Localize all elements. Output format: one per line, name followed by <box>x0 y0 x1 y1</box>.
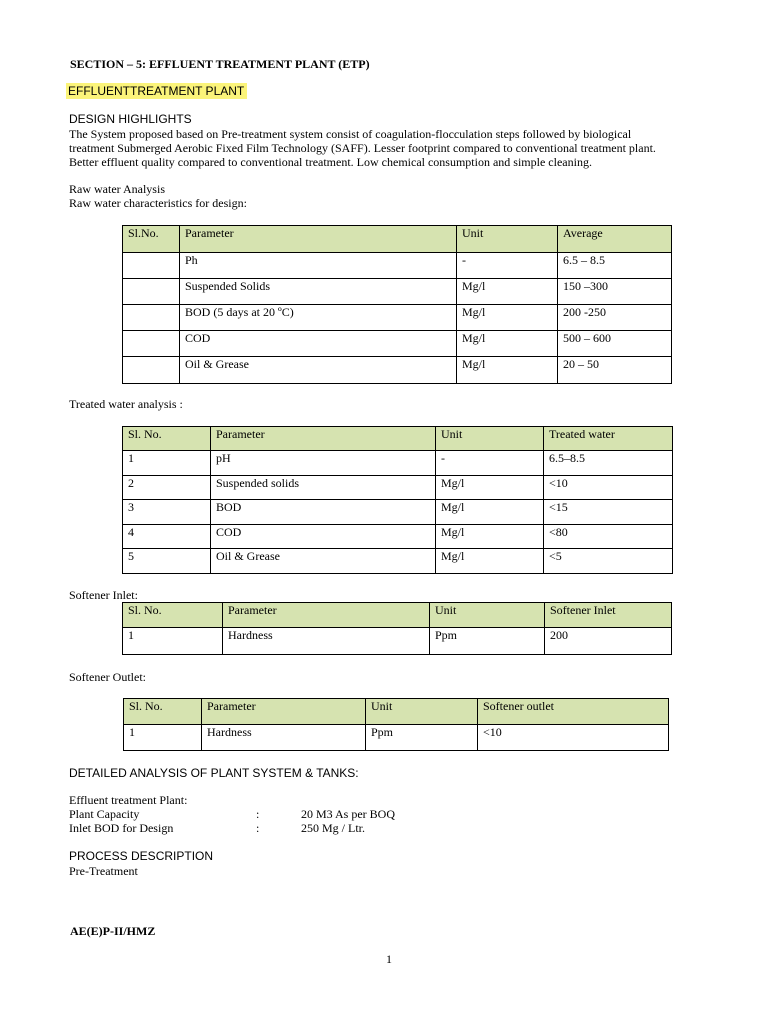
table-header-cell: Unit <box>457 226 558 253</box>
table-cell: 6.5 – 8.5 <box>558 253 672 279</box>
table-cell: 6.5–8.5 <box>544 451 673 476</box>
table-cell: 1 <box>123 628 223 655</box>
table-cell: 5 <box>123 549 211 574</box>
table-header-cell: Unit <box>430 603 545 628</box>
table-cell: Mg/l <box>436 549 544 574</box>
table-cell: - <box>436 451 544 476</box>
table-cell: pH <box>211 451 436 476</box>
highlighted-heading-text: EFFLUENTTREATMENT PLANT <box>66 83 247 99</box>
table-header-cell: Unit <box>436 427 544 451</box>
table-header-cell: Sl.No. <box>123 226 180 253</box>
table-row <box>123 279 672 305</box>
process-description-heading: PROCESS DESCRIPTION <box>69 849 214 863</box>
pretreatment-label: Pre-Treatment <box>69 864 138 878</box>
table-cell: Ph <box>180 253 457 279</box>
table-cell: Mg/l <box>436 525 544 549</box>
table-row <box>123 549 673 574</box>
table-cell <box>123 331 180 357</box>
table-cell: 1 <box>124 725 202 751</box>
raw-water-subheading: Raw water characteristics for design: <box>69 196 247 210</box>
table-cell: COD <box>211 525 436 549</box>
raw-water-table <box>122 225 672 384</box>
inlet-bod-separator: : <box>256 821 260 835</box>
table-cell: Hardness <box>202 725 366 751</box>
softener-outlet-heading: Softener Outlet: <box>69 670 146 684</box>
table-row <box>123 451 673 476</box>
table-header-cell: Unit <box>366 699 478 725</box>
table-cell: <15 <box>544 500 673 525</box>
table-cell: 150 –300 <box>558 279 672 305</box>
table-cell: Mg/l <box>457 331 558 357</box>
design-line-3: Better effluent quality compared to conventional treatment. Low chemical consumption and simple cleaning. <box>69 155 592 169</box>
table-header-row <box>124 699 669 725</box>
table-header-cell: Parameter <box>202 699 366 725</box>
page-number: 1 <box>386 952 392 966</box>
table-cell: <80 <box>544 525 673 549</box>
table-cell <box>123 279 180 305</box>
table-cell: - <box>457 253 558 279</box>
plant-capacity-label: Plant Capacity <box>69 807 140 821</box>
table-row <box>123 476 673 500</box>
table-header-cell: Parameter <box>211 427 436 451</box>
raw-water-heading: Raw water Analysis <box>69 182 165 196</box>
inlet-bod-value: 250 Mg / Ltr. <box>301 821 366 835</box>
plant-capacity-separator: : <box>256 807 260 821</box>
table-cell: 200 <box>545 628 672 655</box>
treated-water-table <box>122 426 673 574</box>
table-cell: Mg/l <box>457 357 558 384</box>
table-header-cell: Sl. No. <box>124 699 202 725</box>
table-cell: Mg/l <box>436 476 544 500</box>
table-header-cell: Parameter <box>180 226 457 253</box>
design-line-2: treatment Submerged Aerobic Fixed Film Technology (SAFF). Lesser footprint compared to conventional treatment plant. <box>69 141 656 155</box>
table-header-row <box>123 427 673 451</box>
table-cell <box>123 253 180 279</box>
plant-capacity-value: 20 M3 As per BOQ <box>301 807 396 821</box>
table-cell <box>123 357 180 384</box>
table-header-cell: Softener outlet <box>478 699 669 725</box>
table-header-cell: Sl. No. <box>123 427 211 451</box>
table-cell: 20 – 50 <box>558 357 672 384</box>
table-row <box>123 500 673 525</box>
table-row <box>123 305 672 331</box>
table-cell: <10 <box>478 725 669 751</box>
section-title: SECTION – 5: EFFLUENT TREATMENT PLANT (ETP) <box>70 57 370 71</box>
table-cell: Suspended Solids <box>180 279 457 305</box>
inlet-bod-label: Inlet BOD for Design <box>69 821 174 835</box>
table-cell: Ppm <box>366 725 478 751</box>
highlighted-heading <box>66 84 247 98</box>
treated-water-heading: Treated water analysis : <box>69 397 183 411</box>
table-cell: BOD <box>211 500 436 525</box>
softener-inlet-table <box>122 602 672 655</box>
etp-label: Effluent treatment Plant: <box>69 793 188 807</box>
table-header-row <box>123 226 672 253</box>
table-row <box>123 525 673 549</box>
design-line-1: The System proposed based on Pre-treatment system consist of coagulation-flocculation steps followed by biological <box>69 127 632 141</box>
footer-code: AE(E)P-II/HMZ <box>70 924 156 938</box>
detailed-analysis-heading: DETAILED ANALYSIS OF PLANT SYSTEM & TANKS: <box>69 766 359 780</box>
table-cell: 3 <box>123 500 211 525</box>
table-cell: BOD (5 days at 20 ºC) <box>180 305 457 331</box>
table-cell: Hardness <box>223 628 430 655</box>
softener-outlet-table <box>123 698 669 751</box>
table-cell <box>123 305 180 331</box>
table-cell: Oil & Grease <box>211 549 436 574</box>
design-highlights-heading: DESIGN HIGHLIGHTS <box>69 112 192 126</box>
table-row <box>123 628 672 655</box>
table-cell: <5 <box>544 549 673 574</box>
table-cell: 4 <box>123 525 211 549</box>
table-cell: Ppm <box>430 628 545 655</box>
table-header-cell: Softener Inlet <box>545 603 672 628</box>
table-cell: Suspended solids <box>211 476 436 500</box>
table-row <box>123 331 672 357</box>
table-cell: Mg/l <box>457 279 558 305</box>
table-cell: Mg/l <box>436 500 544 525</box>
softener-inlet-heading: Softener Inlet: <box>69 588 138 602</box>
table-header-cell: Average <box>558 226 672 253</box>
table-row <box>123 357 672 384</box>
table-header-row <box>123 603 672 628</box>
table-row <box>124 725 669 751</box>
table-cell: 500 – 600 <box>558 331 672 357</box>
table-cell: 2 <box>123 476 211 500</box>
table-cell: COD <box>180 331 457 357</box>
table-header-cell: Parameter <box>223 603 430 628</box>
table-header-cell: Treated water <box>544 427 673 451</box>
table-cell: Oil & Grease <box>180 357 457 384</box>
table-row <box>123 253 672 279</box>
table-cell: 1 <box>123 451 211 476</box>
table-cell: <10 <box>544 476 673 500</box>
table-cell: Mg/l <box>457 305 558 331</box>
table-cell: 200 -250 <box>558 305 672 331</box>
table-header-cell: Sl. No. <box>123 603 223 628</box>
